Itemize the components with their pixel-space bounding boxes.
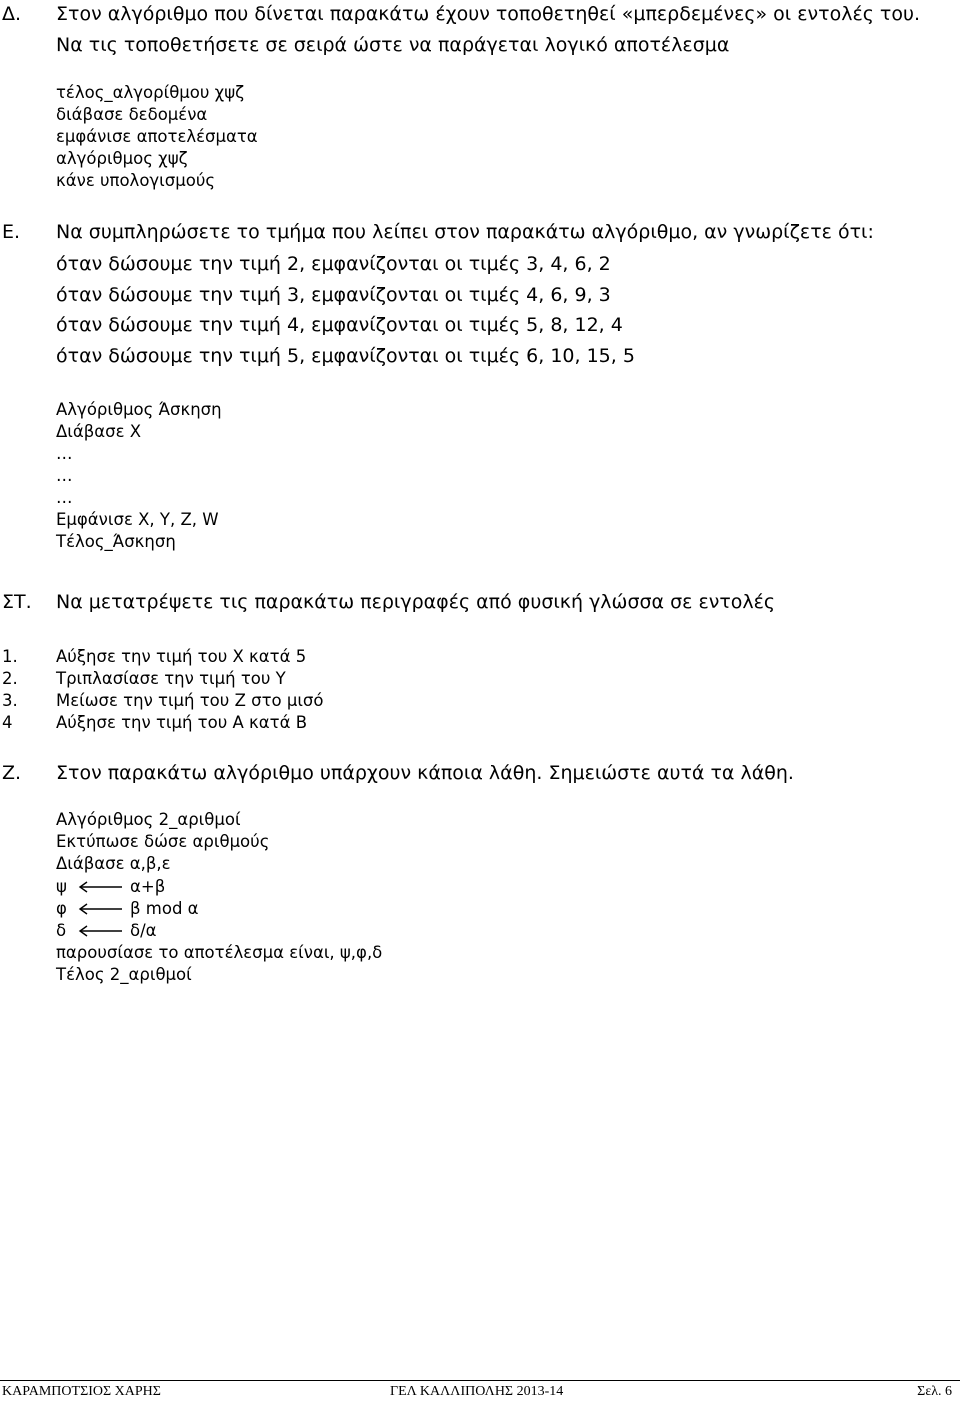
assignment-expression: α+β (130, 877, 166, 896)
section-e-condition: όταν δώσουμε την τιμή 2, εμφανίζονται οι τιμές 3, 4, 6, 2 (56, 253, 611, 275)
section-st-item-number: 3. (2, 691, 18, 710)
section-st-label: ΣΤ. (2, 591, 32, 613)
section-e-label: Ε. (2, 221, 21, 243)
section-d-code-line: διάβασε δεδομένα (56, 105, 208, 124)
section-d-code-line: τέλος_αλγορίθμου χψζ (56, 83, 245, 102)
section-st-item-number: 1. (2, 647, 18, 666)
footer-divider (0, 1380, 960, 1381)
section-d-code-line: εμφάνισε αποτελέσματα (56, 127, 258, 146)
assignment-variable: φ (56, 899, 67, 918)
section-z-code-line: Αλγόριθμος 2_αριθμοί (56, 810, 241, 829)
section-st-intro: Να μετατρέψετε τις παρακάτω περιγραφές από φυσική γλώσσα σε εντολές (56, 591, 776, 613)
assignment-expression: δ/α (130, 921, 157, 940)
section-e-intro: Να συμπληρώσετε το τμήμα που λείπει στον παρακάτω αλγόριθμο, αν γνωρίζετε ότι: (56, 221, 874, 243)
assignment-variable: ψ (56, 877, 67, 896)
section-d-intro-line-2: Να τις τοποθετήσετε σε σειρά ώστε να παράγεται λογικό αποτέλεσμα (56, 34, 730, 56)
section-z-assignment (56, 898, 199, 920)
section-e-code-ellipsis: … (56, 488, 73, 507)
section-z-code-line: Εκτύπωσε δώσε αριθμούς (56, 832, 270, 851)
section-z-code-line: Διάβασε α,β,ε (56, 854, 171, 873)
section-z-assignment (56, 876, 165, 898)
footer-page-number: Σελ. 6 (917, 1384, 952, 1399)
section-d-code-line: κάνε υπολογισμούς (56, 171, 216, 190)
section-e-code-line: Διάβασε Χ (56, 422, 142, 441)
section-e-condition: όταν δώσουμε την τιμή 4, εμφανίζονται οι τιμές 5, 8, 12, 4 (56, 314, 623, 336)
left-arrow-icon (78, 924, 124, 938)
section-e-code-ellipsis: … (56, 466, 73, 485)
section-e-code-ellipsis: … (56, 444, 73, 463)
footer-school: ΓΕΛ ΚΑΛΛΙΠΟΛΗΣ 2013-14 (390, 1384, 564, 1399)
section-z-code-line: παρουσίασε το αποτέλεσμα είναι, ψ,φ,δ (56, 943, 383, 962)
section-d-label: Δ. (2, 3, 22, 25)
section-d-code-line: αλγόριθμος χψζ (56, 149, 188, 168)
assignment-expression: β mod α (130, 899, 199, 918)
left-arrow-icon (78, 902, 124, 916)
section-st-item-text: Μείωσε την τιμή του Ζ στο μισό (56, 691, 324, 710)
section-z-code-line: Τέλος 2_αριθμοί (56, 965, 192, 984)
section-e-condition: όταν δώσουμε την τιμή 5, εμφανίζονται οι τιμές 6, 10, 15, 5 (56, 345, 635, 367)
section-st-item-number: 4 (2, 713, 13, 732)
section-e-code-line: Τέλος_Άσκηση (56, 532, 176, 551)
section-st-item-text: Τριπλασίασε την τιμή του Υ (56, 669, 286, 688)
left-arrow-icon (78, 880, 124, 894)
section-st-item-text: Αύξησε την τιμή του Α κατά Β (56, 713, 308, 732)
footer-author: ΚΑΡΑΜΠΟΤΣΙΟΣ ΧΑΡΗΣ (2, 1384, 161, 1399)
section-e-condition: όταν δώσουμε την τιμή 3, εμφανίζονται οι τιμές 4, 6, 9, 3 (56, 284, 611, 306)
section-st-item-number: 2. (2, 669, 18, 688)
section-st-item-text: Αύξησε την τιμή του Χ κατά 5 (56, 647, 307, 666)
section-e-code-line: Εμφάνισε Χ, Υ, Ζ, W (56, 510, 219, 529)
assignment-variable: δ (56, 921, 67, 940)
section-z-label: Ζ. (2, 762, 22, 784)
section-z-assignment (56, 920, 157, 942)
section-e-code-line: Αλγόριθμος Άσκηση (56, 400, 222, 419)
section-z-intro: Στον παρακάτω αλγόριθμο υπάρχουν κάποια λάθη. Σημειώστε αυτά τα λάθη. (56, 762, 794, 784)
section-d-intro-line-1: Στον αλγόριθμο που δίνεται παρακάτω έχουν τοποθετηθεί «μπερδεμένες» οι εντολές του. (56, 3, 921, 25)
